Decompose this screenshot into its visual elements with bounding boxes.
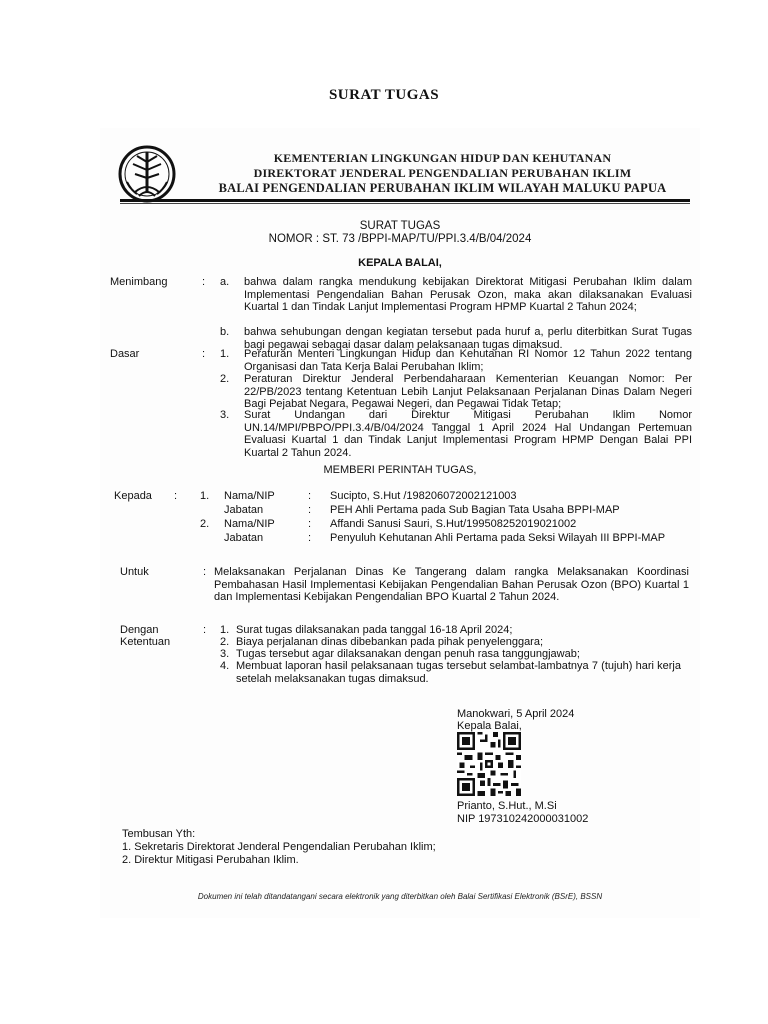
kepada-1-nama: Sucipto, S.Hut /198206072002121003 (330, 490, 517, 502)
dasar-2-text: Peraturan Direktur Jenderal Perbendaharaan Kementerian Keuangan Nomor: Per 22/PB/2023 tentang Ketentuan Lebih Lanjut Pelaksanaan Perjalanan Dinas Dalam Negeri Bagi Pejabat Negara, Pegawai Negeri, dan Pegawai Tidak Tetap; (244, 373, 692, 411)
signature-nip: NIP 197310242000031002 (457, 813, 589, 825)
ketentuan-label-1: Dengan (120, 624, 159, 636)
dasar-2-num: 2. (220, 373, 230, 385)
ketentuan-3-num: 3. (220, 648, 230, 660)
ketentuan-2-text: Biaya perjalanan dinas dibebankan pada pihak penyelenggara; (236, 636, 544, 648)
klhk-tree-logo-icon (115, 142, 179, 206)
kepada-1-jabatan-colon: : (308, 504, 312, 516)
menimbang-colon: : (202, 276, 206, 288)
ketentuan-4-num: 4. (220, 660, 230, 672)
menimbang-label: Menimbang (110, 276, 168, 288)
dasar-label: Dasar (110, 348, 140, 360)
letterhead-rule-thin (120, 203, 690, 204)
untuk-text: Melaksanakan Perjalanan Dinas Ke Tangerang dalam rangka Melaksanakan Koordinasi Pembahasan Hasil Implementasi Kebijakan Pengendalian Bahan Perusak Ozon (BPO) Kuartal 1 dan Implementasi Kebijakan Pengendalian BPO Kuartal 2 Tahun 2024. (214, 566, 689, 604)
letterhead-rule (120, 199, 690, 202)
letter-number: NOMOR : ST. 73 /BPPI-MAP/TU/PPI.3.4/B/04/2024 (268, 233, 532, 245)
kepada-2-num: 2. (200, 518, 210, 530)
signature-position: Kepala Balai, (457, 720, 522, 732)
kepada-colon: : (174, 490, 178, 502)
letterhead-line-3: BALAI PENGENDALIAN PERUBAHAN IKLIM WILAYAH MALUKU PAPUA (218, 181, 667, 195)
untuk-colon: : (203, 566, 207, 578)
ketentuan-4-text: Membuat laporan hasil pelaksanaan tugas tersebut selambat-lambatnya 7 (tujuh) hari kerja setelah melaksanakan tugas dimaksud. (236, 660, 681, 685)
menimbang-b-text: bahwa sehubungan dengan kegiatan tersebut pada huruf a, perlu diterbitkan Surat Tugas bagi pegawai sebagai dasar dalam pelaksanaan tugas dimaksud. (244, 326, 692, 351)
ketentuan-1-num: 1. (220, 624, 230, 636)
kepada-2-nama-label: Nama/NIP (224, 518, 275, 530)
kepada-1-nama-colon: : (308, 490, 312, 502)
kepada-1-jabatan-label: Jabatan (224, 504, 264, 516)
letterhead (190, 151, 695, 196)
letterhead-line-2: DIREKTORAT JENDERAL PENGENDALIAN PERUBAHAN IKLIM (253, 166, 632, 180)
letterhead-line-1: KEMENTERIAN LINGKUNGAN HIDUP DAN KEHUTANAN (273, 151, 612, 165)
ketentuan-3-text: Tugas tersebut agar dilaksanakan dengan penuh rasa tanggungjawab; (236, 648, 580, 660)
signature-place-date: Manokwari, 5 April 2024 (457, 708, 575, 720)
letter-title: SURAT TUGAS (359, 220, 441, 232)
kepada-2-jabatan-label: Jabatan (224, 532, 264, 544)
ketentuan-1-text: Surat tugas dilaksanakan pada tanggal 16-18 April 2024; (236, 624, 513, 636)
ketentuan-colon: : (203, 624, 207, 636)
tembusan-title: Tembusan Yth: (122, 828, 196, 840)
e-signature-footer: Dokumen ini telah ditandatangani secara elektronik yang diterbitkan oleh Balai Sertifikasi Elektronik (BSrE), BSSN (197, 892, 603, 901)
dasar-1-text: Peraturan Menteri Lingkungan Hidup dan Kehutanan RI Nomor 12 Tahun 2022 tentang Organisasi dan Tata Kerja Balai Perubahan Iklim; (244, 348, 692, 373)
kepada-2-nama-colon: : (308, 518, 312, 530)
dasar-3-text: Surat Undangan dari Direktur Mitigasi Perubahan Iklim Nomor UN.14/MPI/PBPO/PPI.3.4/B/04/2024 Tanggal 1 April 2024 Hal Undangan Pertemuan Evaluasi Kuartal 1 dan Tindak Lanjut Implementasi Program HPMP Dengan Balai PPI Kuartal 2 Tahun 2024. (244, 409, 692, 459)
kepada-2-nama: Affandi Sanusi Sauri, S.Hut/199508252019021002 (330, 518, 577, 530)
kepada-2-jabatan: Penyuluh Kehutanan Ahli Pertama pada Seksi Wilayah III BPPI-MAP (330, 532, 666, 544)
dasar-1-num: 1. (220, 348, 230, 360)
dasar-3-num: 3. (220, 409, 230, 421)
menimbang-a-num: a. (220, 276, 230, 288)
memberi-perintah-heading: MEMBERI PERINTAH TUGAS, (323, 464, 477, 476)
page-title: SURAT TUGAS (328, 87, 440, 103)
scanned-letter (100, 128, 700, 918)
kepada-label: Kepada (114, 490, 152, 502)
kepada-1-jabatan: PEH Ahli Pertama pada Sub Bagian Tata Usaha BPPI-MAP (330, 504, 620, 516)
qr-code-icon (457, 732, 521, 796)
kepada-1-nama-label: Nama/NIP (224, 490, 275, 502)
untuk-label: Untuk (120, 566, 149, 578)
menimbang-a-text: bahwa dalam rangka mendukung kebijakan Direktorat Mitigasi Perubahan Iklim dalam Implementasi Pengendalian Bahan Perusak Ozon, maka akan dilaksanakan Evaluasi Kuartal 1 dan Tindak Lanjut Implementasi Program HPMP Kuartal 2 Tahun 2024; (244, 276, 692, 314)
ketentuan-label-2: Ketentuan (120, 636, 171, 648)
ketentuan-2-num: 2. (220, 636, 230, 648)
dasar-colon: : (202, 348, 206, 360)
tembusan-item-2: 2. Direktur Mitigasi Perubahan Iklim. (122, 854, 299, 866)
signature-name: Prianto, S.Hut., M.Si (457, 800, 557, 812)
kepada-1-num: 1. (200, 490, 210, 502)
kepada-2-jabatan-colon: : (308, 532, 312, 544)
tembusan-item-1: 1. Sekretaris Direktorat Jenderal Pengendalian Perubahan Iklim; (122, 841, 436, 853)
menimbang-b-num: b. (220, 326, 230, 338)
letter-issuer: KEPALA BALAI, (358, 257, 442, 269)
